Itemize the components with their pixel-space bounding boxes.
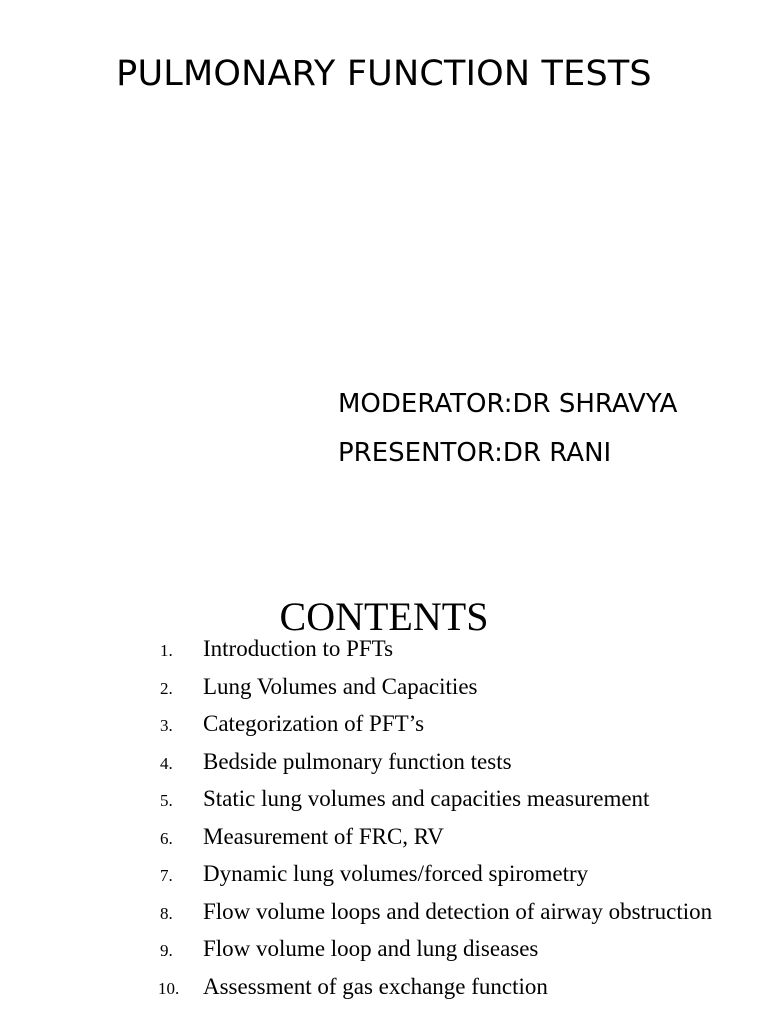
item-text: Dynamic lung volumes/forced spirometry bbox=[203, 861, 589, 886]
contents-item-10 bbox=[0, 972, 768, 1002]
item-number: 2. bbox=[160, 678, 173, 698]
item-text: Introduction to PFTs bbox=[203, 636, 394, 661]
item-number: 7. bbox=[160, 866, 173, 885]
contents-item-1 bbox=[0, 634, 768, 664]
item-text: Assessment of gas exchange function bbox=[203, 973, 548, 999]
item-text: Categorization of PFT’s bbox=[203, 711, 425, 736]
contents-list bbox=[0, 634, 768, 1009]
item-text: Static lung volumes and capacities measurement bbox=[203, 786, 650, 811]
contents-item-3 bbox=[0, 709, 768, 739]
contents-item-8 bbox=[0, 897, 768, 927]
contents-item-5 bbox=[0, 784, 768, 814]
item-number: 3. bbox=[160, 716, 173, 735]
item-number: 9. bbox=[160, 941, 173, 960]
contents-item-6 bbox=[0, 822, 768, 852]
contents-item-2 bbox=[0, 672, 768, 702]
item-number: 8. bbox=[160, 903, 173, 923]
credits-block bbox=[338, 380, 677, 478]
item-text: Bedside pulmonary function tests bbox=[203, 748, 512, 774]
item-number: 5. bbox=[160, 791, 173, 810]
item-number: 1. bbox=[160, 641, 173, 660]
moderator-line: MODERATOR:DR SHRAVYA bbox=[338, 389, 678, 419]
presentor-line: PRESENTOR:DR RANI bbox=[338, 438, 612, 468]
item-number: 4. bbox=[160, 753, 173, 773]
item-number: 6. bbox=[160, 828, 173, 848]
contents-item-9 bbox=[0, 934, 768, 964]
slide-title: PULMONARY FUNCTION TESTS bbox=[116, 54, 652, 94]
item-text: Measurement of FRC, RV bbox=[203, 823, 444, 849]
contents-item-7 bbox=[0, 859, 768, 889]
contents-item-4 bbox=[0, 747, 768, 777]
item-text: Flow volume loop and lung diseases bbox=[203, 936, 539, 961]
item-text: Lung Volumes and Capacities bbox=[203, 673, 478, 699]
item-number: 10. bbox=[158, 978, 180, 998]
item-text: Flow volume loops and detection of airway obstruction bbox=[203, 898, 713, 924]
contents-heading: CONTENTS bbox=[279, 594, 489, 639]
